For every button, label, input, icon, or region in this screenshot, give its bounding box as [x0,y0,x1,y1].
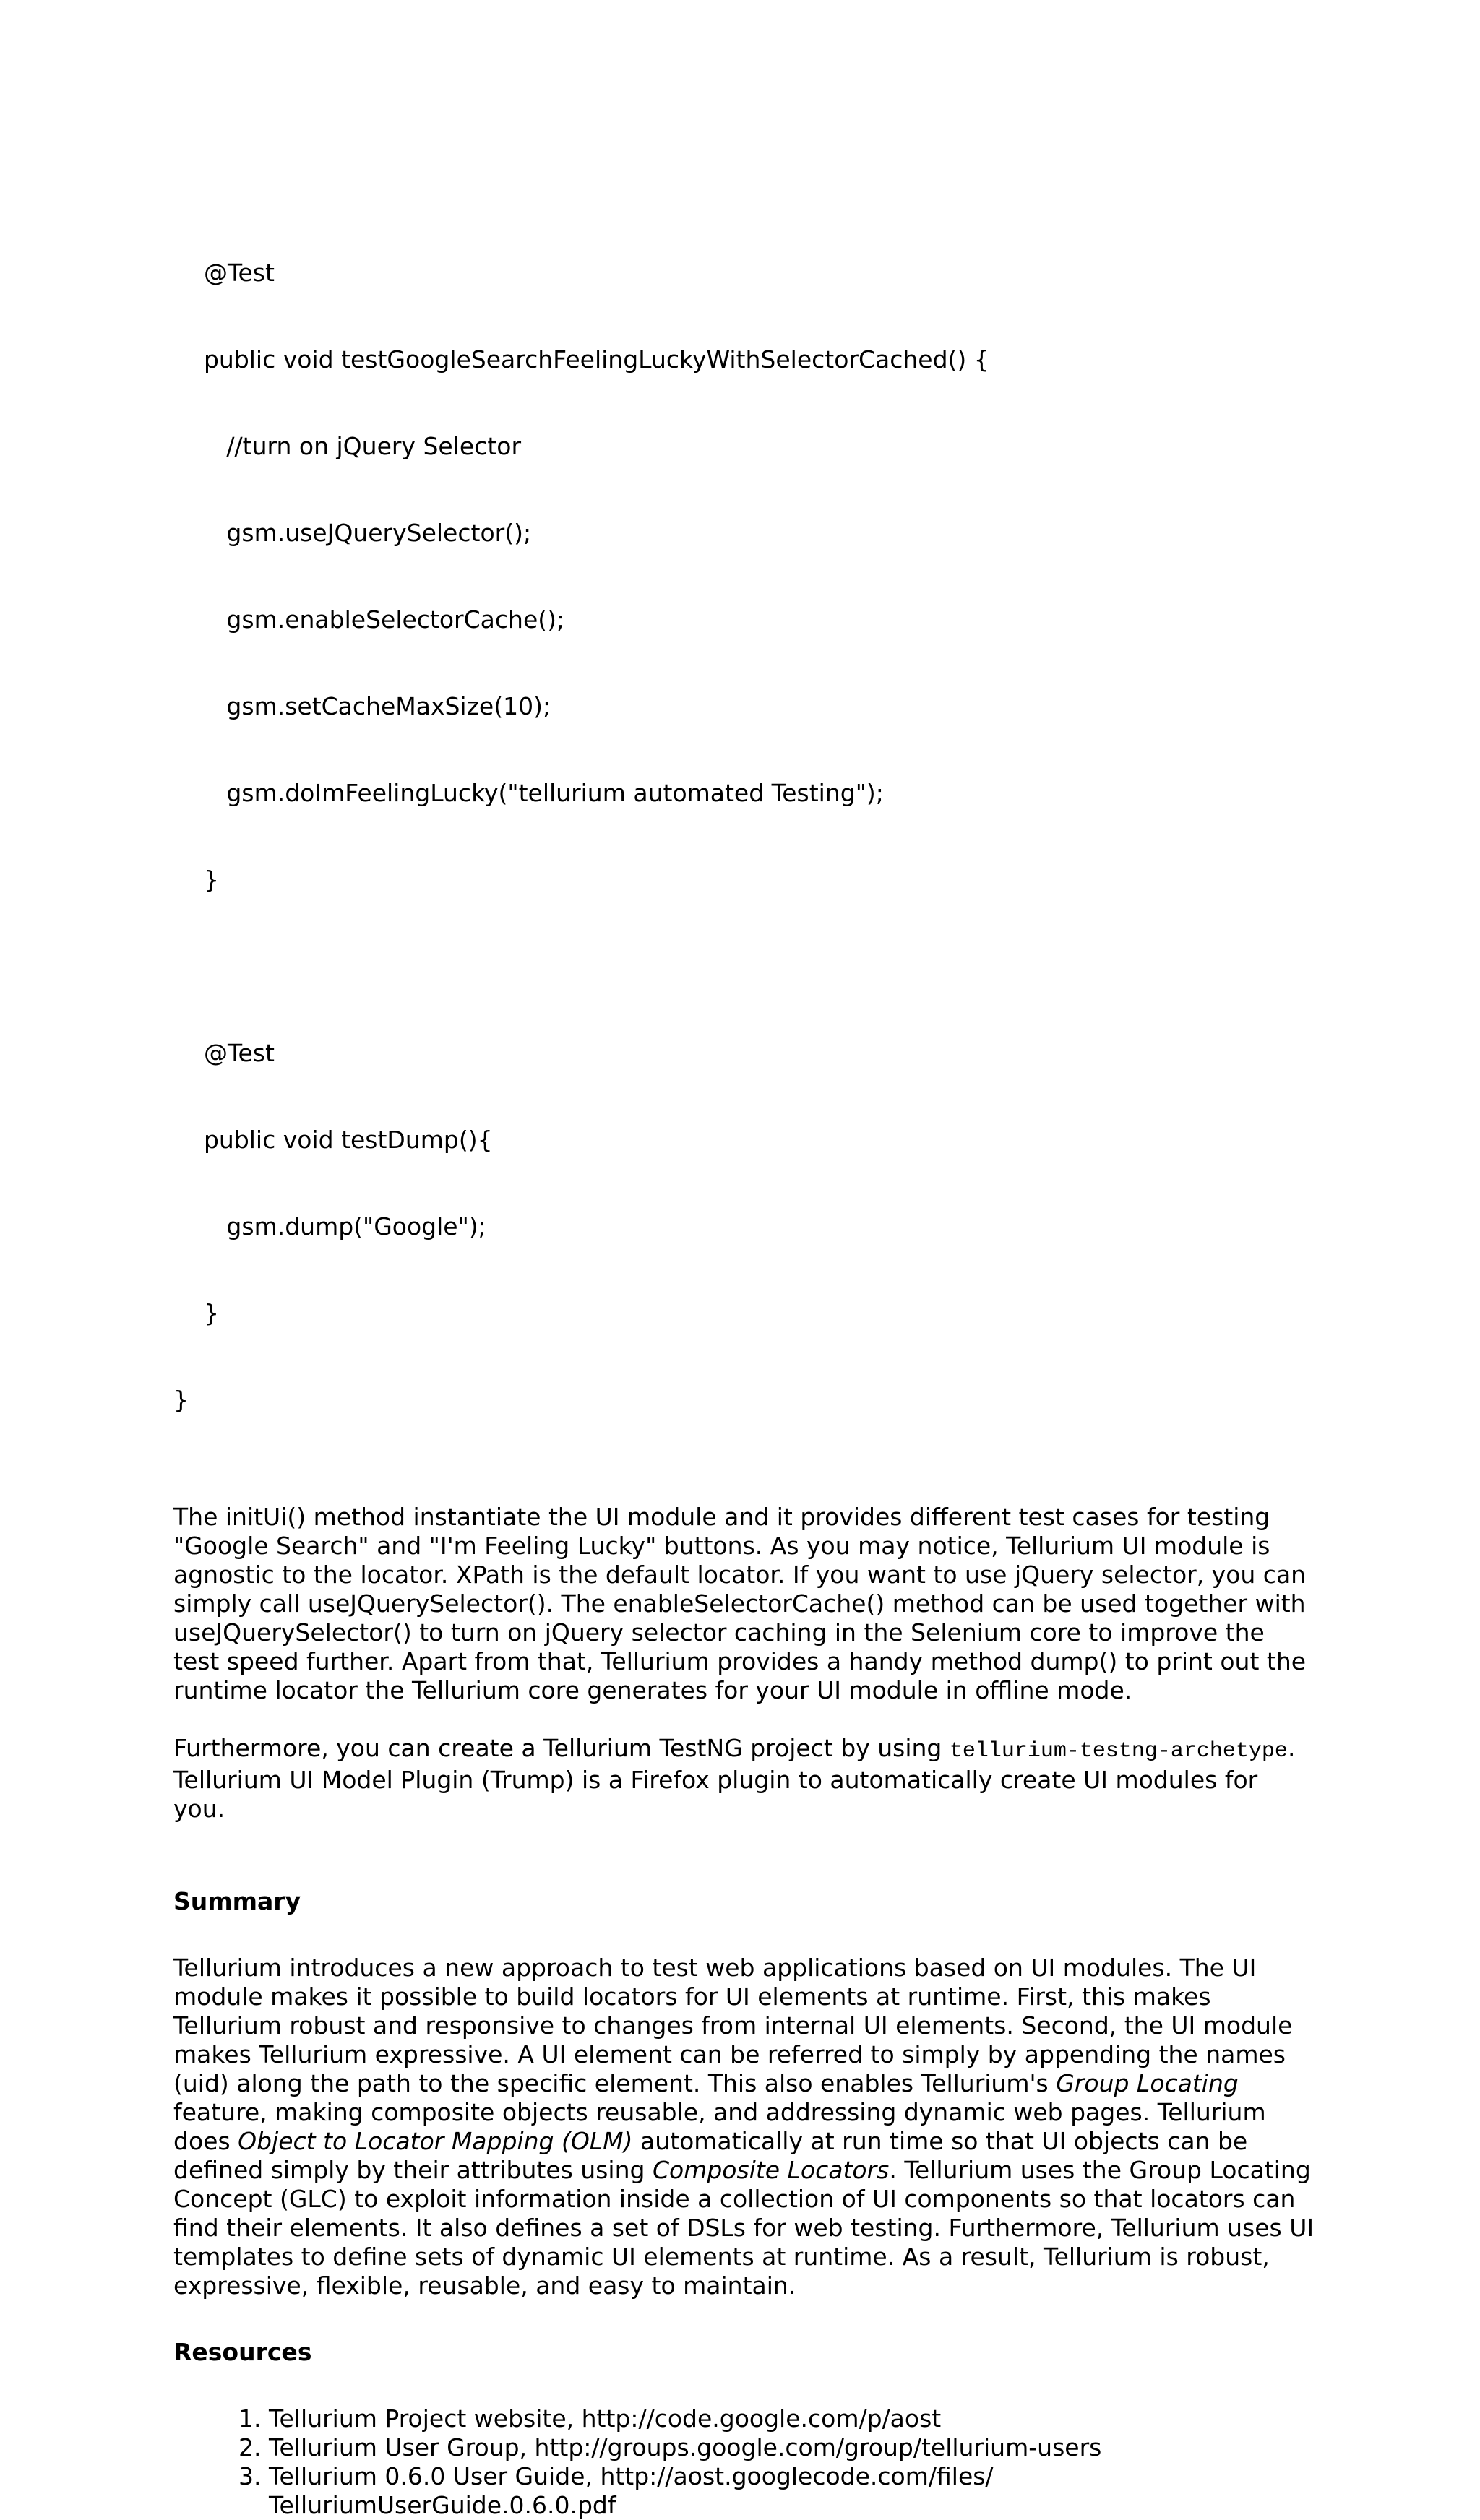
code-line: public void testDump(){ [173,1126,493,1154]
summary-text: . Tellurium uses the Group Locating Concept (GLC) to exploit information inside a collection of UI components so that locators can find their elements. It also defines a set of DSLs for web testing. Furthermore, Tellurium uses UI templates to define sets of dynamic UI elements at runtime. As a result, Tellurium is robust, expressive, flexible, reusable, and easy to maintain. [173,2156,1315,2300]
resources-list [173,2404,1315,2520]
code-line: gsm.setCacheMaxSize(10); [173,692,551,720]
list-item: 3. Tellurium 0.6.0 User Guide, http://aost.googlecode.com/files/ TelluriumUserGuide.0.6.0.pdf [269,2462,1315,2520]
code-line: gsm.enableSelectorCache(); [173,605,565,634]
intro-paragraph: The initUi() method instantiate the UI module and it provides different test cases for testing "Google Search" and "I'm Feeling Lucky" buttons. As you may notice, Tellurium UI module is agnostic to the locator. XPath is the default locator. If you want to use jQuery selector, you can simply call useJQuerySelector(). The enableSelectorCache() method can be used together with useJQuerySelector() to turn on jQuery selector caching in the Selenium core to improve the test speed further. Apart from that, Tellurium provides a handy method dump() to print out the runtime locator the Tellurium core generates for your UI module in offline mode. [173,1503,1307,1704]
document-page [173,201,1315,2520]
code-line: @Test [173,1039,275,1067]
summary-emphasis: Object to Locator Mapping (OLM) [238,2127,633,2155]
list-item: 2. Tellurium User Group, http://groups.google.com/group/tellurium-users [269,2433,1315,2462]
summary-emphasis: Group Locating [1056,2069,1239,2097]
archetype-text-after: . Tellurium UI Model Plugin (Trump) is a Firefox plugin to automatically create UI modules for you. [173,1734,1296,1823]
code-line: @Test [173,259,275,287]
summary-paragraph [173,1954,1315,2300]
code-line: //turn on jQuery Selector [173,432,522,460]
code-line: public void testGoogleSearchFeelingLuckyWithSelectorCached() { [173,345,989,374]
archetype-code: tellurium-testng-archetype [949,1739,1288,1764]
code-block [173,201,1315,1472]
code-line: gsm.useJQuerySelector(); [173,519,532,547]
list-item: 1. Tellurium Project website, http://code.google.com/p/aost [269,2404,1315,2433]
summary-emphasis: Composite Locators [652,2156,890,2184]
summary-text: feature, making composite objects reusable, and addressing dynamic web pages. Tellurium does [173,2098,1266,2155]
resources-heading: Resources [173,2338,312,2366]
summary-text: automatically at run time so that UI objects can be defined simply by their attributes using [173,2127,1248,2184]
summary-text: Tellurium introduces a new approach to test web applications based on UI modules. The UI module makes it possible to build locators for UI elements at runtime. First, this makes Tellurium robust and responsive to changes from internal UI elements. Second, the UI module makes Tellurium expressive. A UI element can be referred to simply by appending the names (uid) along the path to the specific element. This also enables Tellurium's [173,1954,1293,2097]
code-line: } [173,1386,189,1414]
code-line: gsm.doImFeelingLucky("tellurium automated Testing"); [173,779,884,807]
archetype-text-before: Furthermore, you can create a Tellurium TestNG project by using [173,1734,950,1762]
code-line: } [173,1299,219,1327]
summary-heading: Summary [173,1887,301,1915]
code-line [173,952,1315,981]
code-line: gsm.dump("Google"); [173,1212,486,1240]
code-line: } [173,866,219,894]
archetype-paragraph [173,1734,1315,1824]
